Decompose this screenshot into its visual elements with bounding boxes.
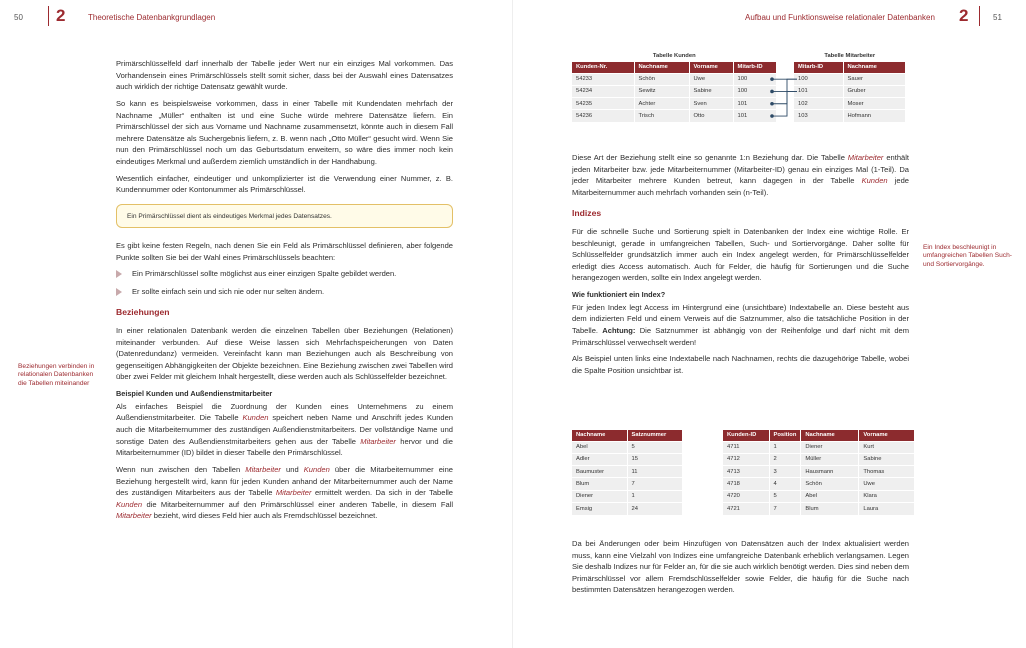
text-run: Die Satznummer ist abhängig von der Reihenfolge und darf nicht mit dem Primärschlüssel verwechselt werden! — [572, 325, 910, 347]
paragraph: So kann es beispielsweise vorkommen, dass in einer Tabelle mit Kundendaten mehrfach der Nachname „Müller“ enthalten ist und eine Suche würde mehrere Datensätze liefern. Ein Primärschlüssel der sich aus Vorname und Nachname zusammensetzt, könnte auch in diesem Fall mehrere Datensätze als Suchergebnis liefern, z. B. wenn nach „Otto Müller“ gesucht wird. Wenn Sie nun den Primärschlüssel noch um das Geburtsdatum erweitern, so wäre dies immer noch kein eindeutiges Merkmal und außerdem ziemlich umständlich in der Handhabung. — [116, 98, 453, 166]
paragraph — [572, 152, 909, 198]
table-ref: Mitarbeiter — [245, 464, 281, 474]
table-cell: 2 — [769, 453, 801, 465]
table-cell: Hausmann — [801, 466, 859, 478]
table-cell: 1 — [627, 490, 682, 502]
table-cell: Schön — [801, 478, 859, 490]
relationship-endpoint — [770, 102, 774, 106]
column-header: Nachname — [572, 430, 627, 441]
page-number: 51 — [993, 13, 1002, 22]
table-row — [723, 478, 915, 490]
paragraph — [116, 464, 453, 522]
table-caption: Tabelle Mitarbeiter — [824, 53, 876, 59]
table-cell: Sauer — [843, 73, 905, 85]
table-cell: 103 — [794, 110, 843, 122]
list-item-text: Ein Primärschlüssel sollte möglichst aus einer einzigen Spalte gebildet werden. — [132, 269, 397, 279]
table-cell: Laura — [859, 502, 915, 514]
table-cell: 100 — [733, 85, 776, 97]
list-item — [116, 268, 453, 280]
table-cell: Gruber — [843, 85, 905, 97]
bullet-arrow-icon — [116, 270, 122, 278]
bullet-arrow-icon — [116, 288, 122, 296]
table-row — [723, 441, 915, 453]
table-cell: 54234 — [572, 85, 634, 97]
table-cell: Sabine — [859, 453, 915, 465]
paragraph — [572, 302, 909, 348]
table-cell: 101 — [733, 110, 776, 122]
data-table-block — [723, 430, 915, 515]
column-header: Vorname — [689, 62, 733, 73]
table-cell: 54235 — [572, 98, 634, 110]
column-header: Position — [769, 430, 801, 441]
table-cell: Schön — [634, 73, 689, 85]
table-row — [572, 453, 682, 465]
table-cell: Blum — [572, 478, 627, 490]
table-ref: Kunden — [242, 413, 269, 423]
table-row — [723, 466, 915, 478]
table-cell: 5 — [627, 441, 682, 453]
list-item-text: Er sollte einfach sein und sich nie oder nur selten ändern. — [132, 286, 325, 296]
table-cell: 4712 — [723, 453, 769, 465]
text-run: über die Mitarbeiternummer eine Beziehung hergestellt wird, kann für jeden Kunden anhand der Mitarbeiternummer auch der Name des zuständigen Mitarbeiters aus der Tabelle — [116, 464, 453, 498]
table-cell: 100 — [733, 73, 776, 85]
table-cell: 1 — [769, 441, 801, 453]
text-run: ermittelt werden. Da sich in der Tabelle — [311, 488, 453, 498]
table-cell: Abel — [572, 441, 627, 453]
table-cell: 4 — [769, 478, 801, 490]
paragraph: Für die schnelle Suche und Sortierung spielt in Datenbanken der Index eine wichtige Rolle. Er beschleunigt, gerade in umfangreichen Tabellen, Such- und Sortiervorgänge. Daher sollte für Schlüsselfelder grundsätzlich immer auch ein Index angelegt werden, für Primärschlüsselfelder erledigt dies Access automatisch. Auch für Felder, die häufig für Sortierungen und die Suche herangezogen werden, sollte ein Index angelegt werden. — [572, 226, 909, 283]
table-ref: Kunden — [303, 464, 330, 474]
table-cell: Achter — [634, 98, 689, 110]
table-row — [723, 502, 915, 514]
table-ref: Mitarbeiter — [847, 153, 884, 162]
section-heading: Indizes — [572, 208, 602, 219]
table-cell: Kurt — [859, 441, 915, 453]
chapter-number: 2 — [959, 6, 969, 25]
table-cell: 101 — [733, 98, 776, 110]
table-row — [723, 453, 915, 465]
relationship-line — [772, 79, 797, 91]
table-cell: Müller — [801, 453, 859, 465]
paragraph: Da bei Änderungen oder beim Hinzufügen von Datensätzen auch der Index aktualisiert werden muss, kann eine Vielzahl von Indizes eine umfangreiche Datenbank erheblich verlangsamen. Legen Sie deshalb Indizes nur für Felder an, für die sie auch wirklich benötigt werden. Dies sind neben dem Primärschlüssel vor allem Fremdschlüsselfelder sowie Felder, die häufig für die Suche nach bestimmten Datensätzen herangezogen werden. — [572, 539, 909, 595]
relationship-endpoint — [770, 77, 774, 81]
right-body-top — [572, 152, 909, 382]
table-cell: Trisch — [634, 110, 689, 122]
table-cell: 7 — [769, 502, 801, 514]
column-header: Nachname — [634, 62, 689, 73]
relationship-line — [772, 91, 797, 103]
table-cell: Baumuster — [572, 466, 627, 478]
table-cell: 5 — [769, 490, 801, 502]
table-row — [572, 466, 682, 478]
running-title: Theoretische Datenbankgrundlagen — [88, 13, 216, 22]
relationship-endpoint — [770, 114, 774, 118]
table-cell: Sabine — [689, 85, 733, 97]
table-cell: 4713 — [723, 466, 769, 478]
table-cell: 100 — [794, 73, 843, 85]
table-cell: Uwe — [859, 478, 915, 490]
table-cell: 3 — [769, 466, 801, 478]
table-ref: Mitarbeiter — [116, 511, 152, 521]
paragraph: In einer relationalen Datenbank werden die einzelnen Tabellen über Beziehungen (Relationen) miteinander verbunden. Auf diese Weise lassen sich Mehrfachspeicherungen von Daten (Datenredundanz) vermeiden. Vereinfacht kann man Beziehungen auch als Beschreibung von gegenseitigen Abhängigkeiten der Objekte bezeichnen. Eine Beziehung zwischen zwei Tabellen wird über zwei Felder mit gleichem Inhalt hergestellt, diese werden auch als Schlüsselfelder bezeichnet. — [116, 326, 453, 382]
paragraph: Es gibt keine festen Regeln, nach denen Sie ein Feld als Primärschlüssel definieren, aber folgende Punkte sollten Sie bei der Wahl eines Primärschlüssels beachten: — [116, 240, 453, 262]
text-run: bezieht, wird dieses Feld hier auch als Fremdschlüssel bezeichnet. — [151, 511, 378, 521]
relationship-connectors — [572, 53, 906, 145]
table-cell: Abel — [801, 490, 859, 502]
table-ref: Mitarbeiter — [275, 488, 312, 498]
table-row — [572, 478, 682, 490]
text-run: und — [280, 464, 304, 474]
text-run: jede Mitarbeiternummer auch mehrfach vorhanden sein (n-Teil). — [572, 176, 909, 197]
header-divider — [979, 6, 980, 26]
sub-heading: Beispiel Kunden und Außendienstmitarbeiter — [116, 389, 273, 399]
table-cell: 54236 — [572, 110, 634, 122]
right-body-bottom — [572, 538, 909, 601]
column-header: Nachname — [801, 430, 859, 441]
sub-heading: Wie funktioniert ein Index? — [572, 290, 666, 300]
running-title: Aufbau und Funktionsweise relationaler Datenbanken — [745, 13, 935, 22]
text-run: enthält jeden Mitarbeiter bzw. jede Mitarbeiternummer (Mitarbeiter-ID) genau ein einziges Mal (1-Teil). Da jeder Mitarbeiter mehrere Kunden betreut, kann dagegen in der Tabelle — [572, 153, 910, 186]
table-cell: 4718 — [723, 478, 769, 490]
table-cell: Diener — [801, 441, 859, 453]
paragraph — [116, 401, 453, 459]
info-note-text: Ein Primärschlüssel dient als eindeutiges Merkmal jedes Datensatzes. — [127, 212, 332, 220]
data-table — [723, 430, 915, 515]
section-heading: Beziehungen — [116, 307, 170, 318]
paragraph: Wesentlich einfacher, eindeutiger und unkomplizierter ist die Verwendung einer Nummer, z. B. Kundennummer oder Kontonummer als Primärschlüssel. — [116, 173, 453, 195]
relationship-endpoint — [770, 90, 774, 94]
right-page — [513, 0, 1026, 648]
list-item — [116, 286, 453, 298]
table-caption: Tabelle Kunden — [652, 53, 696, 59]
chapter-number: 2 — [56, 6, 66, 25]
table-cell: Moser — [843, 98, 905, 110]
text-run: Diese Art der Beziehung stellt eine so genannte 1:n Beziehung dar. Die Tabelle — [572, 153, 848, 162]
relationship-diagram — [572, 53, 906, 145]
table-ref: Mitarbeiter — [360, 436, 396, 446]
column-header: Kunden-ID — [723, 430, 769, 441]
table-cell: Adler — [572, 453, 627, 465]
table-row — [572, 441, 682, 453]
table-cell: 4720 — [723, 490, 769, 502]
table-cell: Otto — [689, 110, 733, 122]
table-cell: Hofmann — [843, 110, 905, 122]
table-cell: 54233 — [572, 73, 634, 85]
table-cell: Uwe — [689, 73, 733, 85]
text-run: hervor und die Mitarbeiternummer (ID) bildet in dieser Tabelle den Primärschlüssel. — [116, 436, 453, 458]
column-header: Mitarb-ID — [794, 62, 843, 73]
column-header: Vorname — [859, 430, 915, 441]
text-run: Wenn nun zwischen den Tabellen — [116, 464, 246, 474]
table-row — [572, 490, 682, 502]
table-cell: 101 — [794, 85, 843, 97]
table-row — [572, 502, 682, 514]
table-row — [723, 490, 915, 502]
column-header: Satznummer — [627, 430, 682, 441]
margin-note: Beziehungen verbinden in relationalen Datenbanken die Tabellen miteinander — [18, 363, 95, 387]
table-cell: 11 — [627, 466, 682, 478]
table-cell: Sewitz — [634, 85, 689, 97]
text-run: die Mitarbeiternummer auf den Primärschlüssel einer anderen Tabelle, in diesem Fall — [142, 499, 453, 509]
text-run: Als einfaches Beispiel die Zuordnung der Kunden eines Unternehmens zu einem Außendienstmitarbeiter. Die Tabelle — [116, 401, 453, 423]
paragraph: Als Beispiel unten links eine Indextabelle nach Nachnamen, rechts die dazugehörige Tabelle, wobei die Spalte Position unsichtbar ist. — [572, 354, 909, 375]
table-cell: Sven — [689, 98, 733, 110]
table-cell: 7 — [627, 478, 682, 490]
table-cell: 15 — [627, 453, 682, 465]
table-cell: Blum — [801, 502, 859, 514]
margin-note: Ein Index beschleunigt in umfangreichen Tabellen Such- und Sortiervorgänge. — [923, 244, 1012, 268]
table-cell: Emsig — [572, 502, 627, 514]
page-number: 50 — [14, 13, 23, 22]
table-cell: 102 — [794, 98, 843, 110]
column-header: Mitarb-ID — [733, 62, 776, 73]
index-table-block — [572, 430, 683, 515]
info-note-box — [116, 204, 453, 228]
paragraph: Primärschlüsselfeld darf innerhalb der Tabelle jeder Wert nur ein einziges Mal vorkommen. Das Vorhandensein eines Primärschlüssels stellt somit sicher, dass bei der Auswahl eines Datensatzes auch wirklich der richtige Datensatz gewählt wurde. — [116, 59, 453, 92]
table-cell: 24 — [627, 502, 682, 514]
text-run: speichert neben Name und Anschrift jedes Kunden auch die Mitarbeiternummer des zuständigen Außendienstmitarbeiters. Der vollständige Name und sonstige Daten des Außendienstmitarbeiters gehen aus der Tabelle — [116, 413, 453, 446]
left-body — [116, 58, 453, 527]
text-run: Für jeden Index legt Access im Hintergrund eine (unsichtbare) Indextabelle an. Diese besteht aus dem indizierten Feld und einem Verweis auf die Satznummer, also die tatsächliche Position in der Tabelle. — [572, 302, 909, 335]
table-cell: Diener — [572, 490, 627, 502]
column-header: Kunden-Nr. — [572, 62, 634, 73]
table-cell: Klara — [859, 490, 915, 502]
warning-label: Achtung: — [602, 325, 636, 335]
table-cell: Thomas — [859, 466, 915, 478]
column-header: Nachname — [843, 62, 905, 73]
table-ref: Kunden — [116, 499, 143, 509]
table-cell: 4711 — [723, 441, 769, 453]
table-ref: Kunden — [861, 176, 888, 186]
table-cell: 4721 — [723, 502, 769, 514]
index-table — [572, 430, 683, 515]
header-divider — [48, 6, 49, 26]
